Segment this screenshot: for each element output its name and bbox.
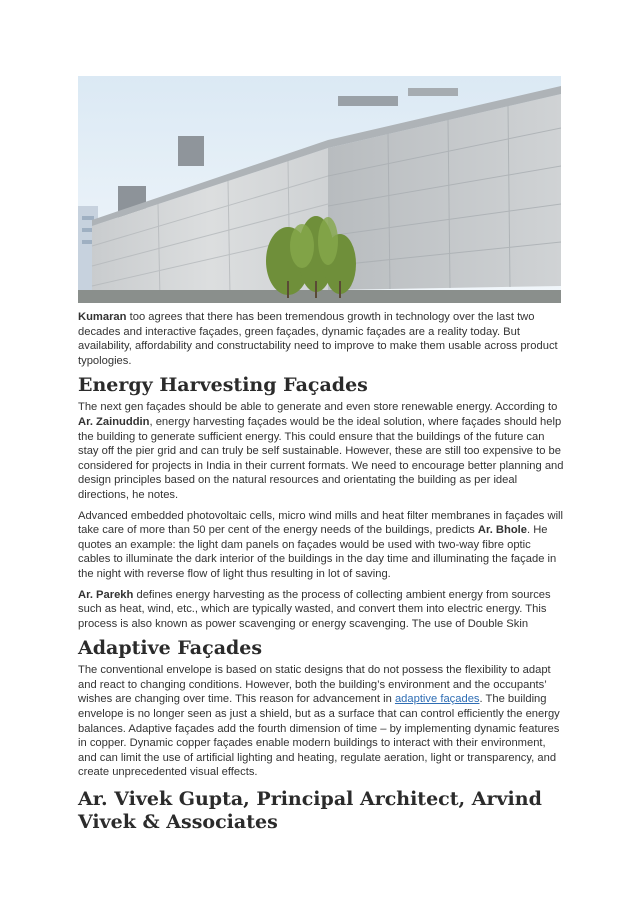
paragraph-kumaran-text: too agrees that there has been tremendous growth in technology over the last two decades and interactive façades, green façades, dynamic façades are a reality today. But availability, affordability and constructability need to improve to make them usable across product typologies. <box>78 311 558 367</box>
paragraph-bhole-text: . He quotes an example: the light dam panels on façades would be used with two-way fibre optic cables to illuminate the dark interior of the buildings in the day time and illuminating the façade in the night with reverse flow of light thus resulting in lot of saving. <box>78 524 557 580</box>
paragraph-parekh <box>78 588 564 632</box>
heading-adaptive-facades: Adaptive Façades <box>78 637 263 660</box>
heading-vivek-gupta: Ar. Vivek Gupta, Principal Architect, Arvind Vivek & Associates <box>78 788 542 834</box>
heading-energy-harvesting: Energy Harvesting Façades <box>78 374 368 397</box>
building-facade-photo <box>78 76 561 303</box>
paragraph-bhole <box>78 509 564 582</box>
paragraph-adaptive-intro: The conventional envelope is based on static designs that do not possess the flexibility to adapt and react to changing conditions. However, both the building’s environment and the occupants’ wishes are changing over time. This reason for advancement in <box>78 664 551 706</box>
name-parekh: Ar. Parekh <box>78 588 134 601</box>
paragraph-zainuddin <box>78 400 564 502</box>
name-zainuddin: Ar. Zainuddin <box>78 415 150 428</box>
adaptive-facades-link[interactable]: adaptive façades <box>394 693 480 706</box>
paragraph-zainuddin-intro: The next gen façades should be able to generate and even store renewable energy. According to <box>78 401 558 414</box>
name-bhole: Ar. Bhole <box>477 524 527 537</box>
paragraph-adaptive <box>78 663 564 780</box>
article-body <box>78 310 564 838</box>
paragraph-zainuddin-text: , energy harvesting façades would be the ideal solution, where façades should help the building to generate sufficient energy. This could ensure that the buildings of the future can stay off the pier grid and can truly be self sustainable. However, these are still too expensive to be considered for projects in India in their current formats. We need to encourage better planning and design principles based on the natural resources and orientating the building as per ideal directions, he notes. <box>78 415 564 501</box>
paragraph-parekh-text: defines energy harvesting as the process of collecting ambient energy from sources such as heat, wind, etc., which are typically wasted, and convert them into electric energy. This process is also known as power scavenging or energy scavenging. The use of Double Skin <box>78 588 551 630</box>
paragraph-adaptive-text: . The building envelope is no longer seen as just a shield, but as a surface that can control efficiently the energy balances. Adaptive façades add the fourth dimension of time – by implementing dynamic features in copper. Dynamic copper façades enable modern buildings to interact with their environment, and can limit the use of artificial lighting and heating, regulate aeration, light or transparency, and create unprecedented visual effects. <box>78 693 560 779</box>
paragraph-kumaran <box>78 310 564 368</box>
name-kumaran: Kumaran <box>78 311 127 323</box>
paragraph-bhole-intro: Advanced embedded photovoltaic cells, micro wind mills and heat filter membranes in façades will take care of more than 50 per cent of the energy needs of the buildings, predicts <box>78 509 564 537</box>
facade-photo-graphic <box>78 76 561 303</box>
